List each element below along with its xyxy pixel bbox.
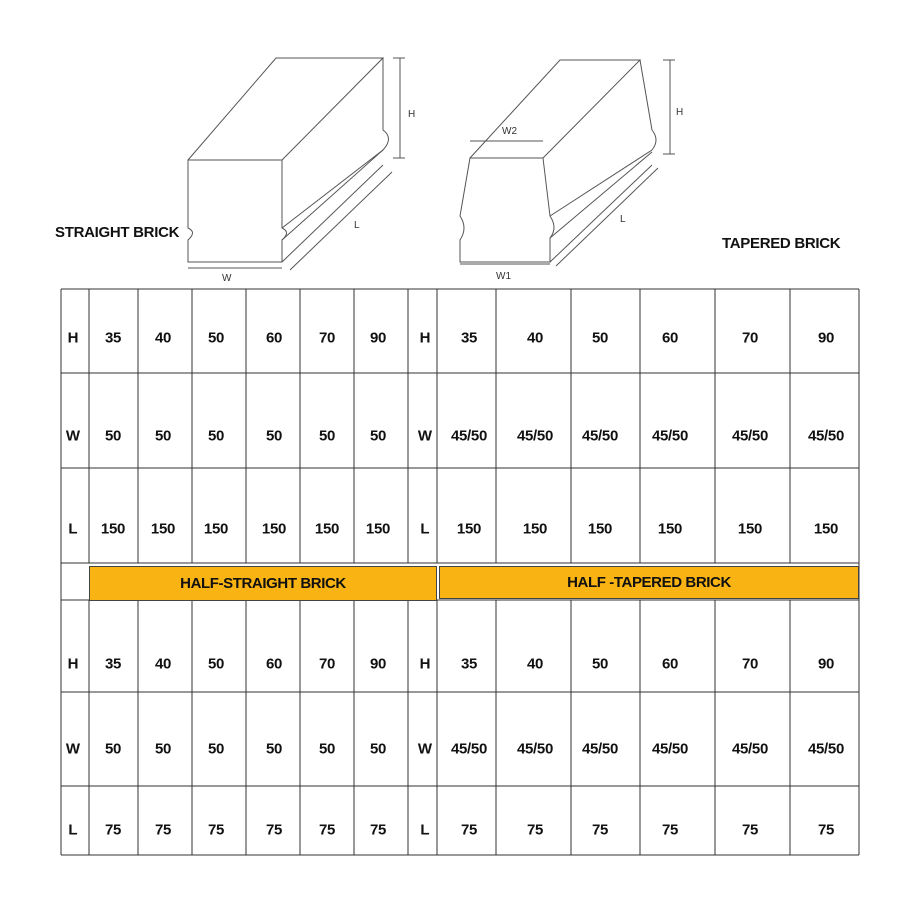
half-straight-cell: 50 — [104, 740, 122, 758]
half-straight-cell: 75 — [265, 821, 283, 839]
half-straight-cell: 50 — [207, 655, 225, 673]
straight-cell: 50 — [207, 427, 225, 445]
tapered-cell: 45/50 — [450, 427, 488, 445]
tapered-cell: 45/50 — [581, 427, 619, 445]
straight-cell: 70 — [318, 329, 336, 347]
tapered-cell: 40 — [526, 329, 544, 347]
straight-cell: 150 — [261, 520, 287, 538]
half-straight-row-label: H — [67, 655, 79, 673]
tapered-cell: 60 — [661, 329, 679, 347]
half-straight-cell: 50 — [318, 740, 336, 758]
tapered-cell: 45/50 — [651, 427, 689, 445]
straight-cell: 90 — [369, 329, 387, 347]
tapered-cell: 150 — [456, 520, 482, 538]
half-tapered-row-label: W — [417, 740, 433, 758]
straight-cell: 150 — [100, 520, 126, 538]
half-tapered-cell: 75 — [661, 821, 679, 839]
half-straight-cell: 75 — [369, 821, 387, 839]
straight-cell: 150 — [150, 520, 176, 538]
tapered-dim-l: L — [620, 214, 626, 225]
half-straight-cell: 70 — [318, 655, 336, 673]
half-tapered-cell: 45/50 — [450, 740, 488, 758]
tapered-dim-h: H — [676, 107, 684, 118]
straight-cell: 50 — [154, 427, 172, 445]
tapered-cell: 150 — [737, 520, 763, 538]
tapered-cell: 45/50 — [807, 427, 845, 445]
tapered-cell: 90 — [817, 329, 835, 347]
half-tapered-cell: 40 — [526, 655, 544, 673]
straight-cell: 35 — [104, 329, 122, 347]
half-straight-cell: 75 — [318, 821, 336, 839]
half-tapered-row-label: L — [420, 821, 430, 839]
tapered-cell: 45/50 — [731, 427, 769, 445]
half-straight-cell: 50 — [265, 740, 283, 758]
half-tapered-cell: 75 — [817, 821, 835, 839]
half-tapered-cell: 75 — [526, 821, 544, 839]
half-straight-cell: 90 — [369, 655, 387, 673]
half-tapered-cell: 45/50 — [731, 740, 769, 758]
half-tapered-cell: 50 — [591, 655, 609, 673]
half-tapered-band — [439, 566, 859, 599]
straight-cell: 150 — [203, 520, 229, 538]
tapered-cell: 45/50 — [516, 427, 554, 445]
tapered-cell: 150 — [522, 520, 548, 538]
straight-cell: 50 — [207, 329, 225, 347]
straight-cell: 50 — [318, 427, 336, 445]
tapered-cell: 150 — [587, 520, 613, 538]
straight-cell: 50 — [369, 427, 387, 445]
straight-row-label: W — [65, 427, 81, 445]
straight-cell: 150 — [365, 520, 391, 538]
tapered-row-label: L — [420, 520, 430, 538]
tapered-cell: 70 — [741, 329, 759, 347]
half-straight-cell: 50 — [154, 740, 172, 758]
half-tapered-cell: 75 — [591, 821, 609, 839]
tapered-brick-label: TAPERED BRICK — [722, 235, 841, 252]
tapered-cell: 150 — [657, 520, 683, 538]
half-tapered-cell: 75 — [460, 821, 478, 839]
straight-cell: 40 — [154, 329, 172, 347]
straight-cell: 50 — [265, 427, 283, 445]
half-tapered-cell: 35 — [460, 655, 478, 673]
straight-dim-w: W — [222, 273, 232, 284]
half-tapered-title: HALF -TAPERED BRICK — [567, 574, 731, 591]
straight-row-label: H — [67, 329, 79, 347]
half-straight-cell: 60 — [265, 655, 283, 673]
half-tapered-cell: 75 — [741, 821, 759, 839]
tapered-dim-w2: W2 — [502, 126, 517, 137]
half-tapered-cell: 45/50 — [807, 740, 845, 758]
half-tapered-cell: 45/50 — [581, 740, 619, 758]
straight-dim-h: H — [408, 109, 416, 120]
straight-cell: 150 — [314, 520, 340, 538]
straight-dim-l: L — [354, 220, 360, 231]
half-straight-cell: 50 — [207, 740, 225, 758]
half-tapered-cell: 60 — [661, 655, 679, 673]
half-straight-title: HALF-STRAIGHT BRICK — [180, 575, 346, 592]
half-straight-cell: 40 — [154, 655, 172, 673]
half-tapered-cell: 45/50 — [516, 740, 554, 758]
straight-cell: 50 — [104, 427, 122, 445]
tapered-cell: 150 — [813, 520, 839, 538]
half-straight-band — [89, 566, 437, 601]
tapered-row-label: W — [417, 427, 433, 445]
half-straight-cell: 50 — [369, 740, 387, 758]
tapered-dim-w1: W1 — [496, 271, 511, 282]
half-straight-cell: 75 — [207, 821, 225, 839]
straight-cell: 60 — [265, 329, 283, 347]
half-tapered-row-label: H — [419, 655, 431, 673]
half-straight-cell: 35 — [104, 655, 122, 673]
half-straight-cell: 75 — [154, 821, 172, 839]
half-tapered-cell: 70 — [741, 655, 759, 673]
tapered-row-label: H — [419, 329, 431, 347]
half-tapered-cell: 90 — [817, 655, 835, 673]
half-straight-cell: 75 — [104, 821, 122, 839]
half-tapered-cell: 45/50 — [651, 740, 689, 758]
straight-row-label: L — [68, 520, 78, 538]
half-straight-row-label: W — [65, 740, 81, 758]
straight-brick-label: STRAIGHT BRICK — [55, 224, 180, 241]
tapered-cell: 50 — [591, 329, 609, 347]
half-straight-row-label: L — [68, 821, 78, 839]
tapered-cell: 35 — [460, 329, 478, 347]
